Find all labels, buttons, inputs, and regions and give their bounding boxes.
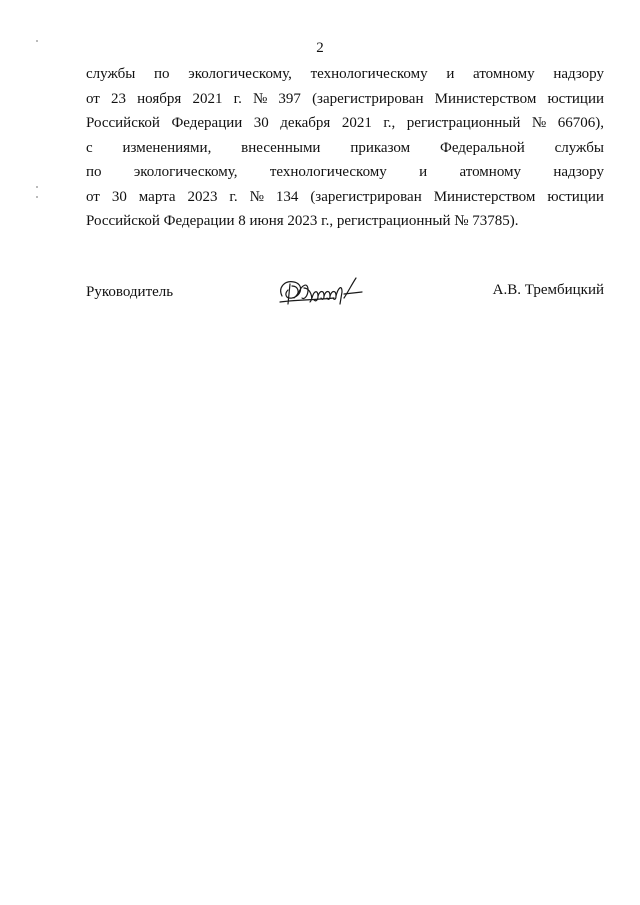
paragraph-word: Федеральной: [439, 139, 525, 156]
paragraph-word: №: [249, 188, 264, 205]
paragraph-word: 2021: [192, 90, 223, 107]
paragraph-line: [86, 111, 604, 136]
paragraph-word: технологическому: [269, 164, 387, 180]
signature-block: [86, 276, 604, 316]
position-title: Руководитель: [86, 284, 174, 300]
paragraph-word: надзору: [553, 66, 604, 82]
paragraph-word: Министерством: [434, 90, 537, 107]
paragraph-word: (зарегистрирован: [310, 188, 422, 205]
paragraph-word: 66706),: [557, 115, 604, 131]
paragraph-word: г.: [233, 90, 242, 107]
paragraph-word: 23: [111, 90, 126, 107]
paragraph-word: юстиции: [547, 90, 604, 107]
paragraph-word: с: [86, 139, 93, 156]
scan-margin-mark: [36, 186, 38, 188]
paragraph-word: атомному: [473, 66, 535, 82]
paragraph-word: 30: [111, 188, 127, 205]
paragraph-word: приказом: [350, 139, 411, 156]
paragraph-last-line: Российской Федерации 8 июня 2023 г., регистрационный № 73785).: [86, 213, 519, 229]
paragraph-word: атомному: [459, 164, 522, 180]
paragraph-line: [86, 185, 604, 210]
paragraph-word: по: [86, 164, 102, 180]
paragraph-word: от: [86, 90, 100, 107]
paragraph-word: 2023: [187, 188, 218, 205]
paragraph-word: от: [86, 188, 100, 205]
paragraph-line: [86, 160, 604, 185]
paragraph-word: марта: [138, 188, 176, 205]
paragraph-word: 134: [275, 188, 299, 205]
paragraph-word: Федерации: [171, 115, 243, 131]
paragraph-line: [86, 136, 604, 161]
paragraph-word: г.: [229, 188, 238, 205]
paragraph-word: экологическому,: [188, 66, 292, 82]
paragraph-word: изменениями,: [122, 139, 212, 156]
paragraph-line: [86, 62, 604, 87]
page-number: 2: [316, 40, 324, 56]
paragraph-word: №: [531, 115, 547, 131]
paragraph-word: службы: [86, 66, 136, 82]
signer-name: А.В. Трембицкий: [492, 282, 604, 298]
paragraph-word: надзору: [553, 164, 604, 180]
paragraph-word: (зарегистрирован: [312, 90, 424, 107]
paragraph-word: юстиции: [547, 188, 604, 205]
paragraph-word: регистрационный: [406, 115, 521, 131]
paragraph-word: 2021: [341, 115, 372, 131]
body-paragraph: [86, 62, 604, 234]
paragraph-word: Министерством: [433, 188, 536, 205]
paragraph-word: г.,: [383, 115, 396, 131]
scan-margin-mark: [36, 196, 38, 198]
paragraph-word: технологическому: [310, 66, 428, 82]
paragraph-word: декабря: [280, 115, 331, 131]
paragraph-word: экологическому,: [133, 164, 238, 180]
paragraph-word: внесенными: [241, 139, 321, 156]
handwritten-signature: [274, 276, 384, 312]
paragraph-word: Российской: [86, 115, 160, 131]
scan-margin-mark: [36, 40, 38, 42]
paragraph-word: службы: [554, 139, 604, 156]
paragraph-word: и: [446, 66, 455, 82]
paragraph-word: 30: [253, 115, 269, 131]
paragraph-line: [86, 87, 604, 112]
paragraph-word: ноября: [137, 90, 182, 107]
paragraph-word: №: [252, 90, 268, 107]
paragraph-word: 397: [278, 90, 301, 107]
paragraph-word: и: [419, 164, 428, 180]
paragraph-word: по: [154, 66, 170, 82]
